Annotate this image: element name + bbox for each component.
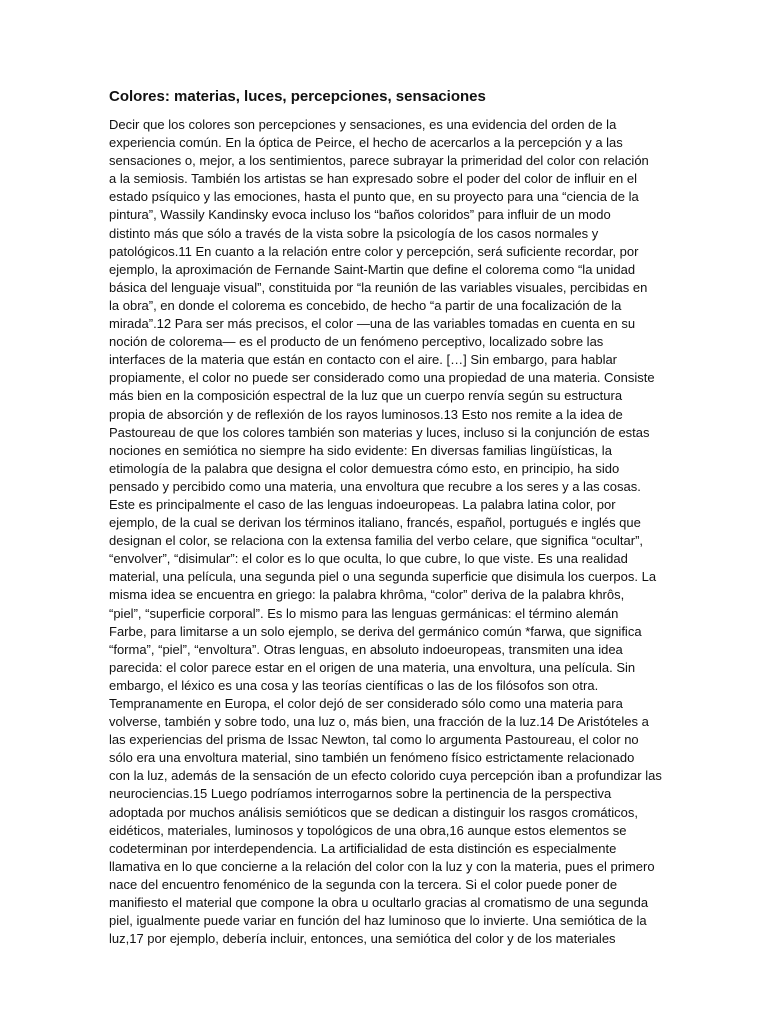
paragraph-line: mirada”.12 Para ser más precisos, el color —una de las variables tomadas en cuenta en su — [109, 316, 636, 332]
paragraph-line: “forma”, “piel”, “envoltura”. Otras lenguas, en absoluto indoeuropeas, transmiten una idea — [109, 641, 623, 657]
paragraph-line: más bien en la composición espectral de la luz que un cuerpo renvía según su estructura — [109, 388, 623, 404]
paragraph-line: experiencia común. En la óptica de Peirce, el hecho de acercarlos a la percepción y a las — [109, 135, 623, 151]
paragraph-line: misma idea se encuentra en griego: la palabra khrôma, “color” deriva de la palabra khrôs, — [109, 587, 625, 603]
paragraph-line: neurociencias.15 Luego podríamos interrogarnos sobre la pertinencia de la perspectiva — [109, 786, 612, 802]
paragraph-line: piel, igualmente puede variar en función del haz luminoso que lo invierte. Una semiótica de la — [109, 913, 647, 929]
paragraph-line: las experiencias del prisma de Issac Newton, tal como lo argumenta Pastoureau, el color no — [109, 732, 639, 748]
body-paragraph — [109, 116, 669, 948]
paragraph-line: designan el color, se relaciona con la extensa familia del verbo celare, que significa “ocultar”, — [109, 533, 644, 549]
paragraph-line: “envolver”, “disimular”: el color es lo que oculta, lo que cubre, lo que viste. Es una realidad — [109, 551, 628, 567]
paragraph-line: interfaces de la materia que están en contacto con el aire. […] Sin embargo, para hablar — [109, 352, 618, 368]
paragraph-line: Pastoureau de que los colores también son materias y luces, incluso si la conjunción de estas — [109, 424, 650, 440]
paragraph-line: parecida: el color parece estar en el origen de una materia, una envoltura, una película. Sin — [109, 659, 636, 675]
paragraph-line: a la semiosis. También los artistas se han expresado sobre el poder del color de influir en el — [109, 171, 637, 187]
paragraph-line: Farbe, para limitarse a un solo ejemplo, se deriva del germánico común *farwa, que significa — [109, 623, 642, 639]
paragraph-line: distinto más que sólo a través de la vista sobre la psicología de los casos normales y — [109, 225, 599, 241]
paragraph-line: propia de absorción y de reflexión de los rayos luminosos.13 Esto nos remite a la idea de — [109, 406, 623, 422]
paragraph-line: llamativa en lo que concierne a la relación del color con la luz y con la materia, pues el primero — [109, 858, 655, 874]
paragraph-line: la obra”, en donde el colorema es concebido, de hecho “a partir de una focalización de la — [109, 297, 622, 313]
paragraph-line: pintura”, Wassily Kandinsky evoca incluso los “baños coloridos” para influir de un modo — [109, 207, 611, 223]
paragraph-line: sensaciones o, mejor, a los sentimientos, parece subrayar la primeridad del color con relación — [109, 153, 649, 169]
paragraph-line: con la luz, además de la sensación de un efecto colorido cuya percepción iban a profundizar las — [109, 768, 662, 784]
paragraph-line: sólo era una envoltura material, sino también un fenómeno físico estrictamente relacionado — [109, 750, 635, 766]
paragraph-line: eidéticos, materiales, luminosos y topológicos de una obra,16 aunque estos elementos se — [109, 822, 627, 838]
paragraph-line: noción de colorema— es el producto de un fenómeno perceptivo, localizado sobre las — [109, 334, 604, 350]
paragraph-line: etimología de la palabra que designa el color demuestra cómo esto, en principio, ha sido — [109, 460, 620, 476]
paragraph-line: manifiesto el material que compone la obra u ocultarlo gracias al cromatismo de una segunda — [109, 895, 649, 911]
paragraph-line: “piel”, “superficie corporal”. Es lo mismo para las lenguas germánicas: el término alemán — [109, 605, 619, 621]
paragraph-line: adoptada por muchos análisis semióticos que se dedican a distinguir los rasgos cromáticos, — [109, 804, 638, 820]
paragraph-line: Tempranamente en Europa, el color dejó de ser considerado sólo como una materia para — [109, 696, 623, 711]
paragraph-line: nociones en semiótica no siempre ha sido evidente: En diversas familias lingüísticas, la — [109, 442, 612, 458]
section-heading: Colores: materias, luces, percepciones, sensaciones — [109, 88, 486, 105]
paragraph-line: material, una película, una segunda piel o una segunda superficie que disimula los cuerpos. La — [109, 569, 657, 585]
paragraph-line: luz,17 por ejemplo, debería incluir, entonces, una semiótica del color y de los materiales — [109, 931, 616, 947]
paragraph-line: patológicos.11 En cuanto a la relación entre color y percepción, será suficiente recordar, por — [109, 243, 639, 259]
paragraph-line: estado psíquico y las emociones, hasta el punto que, en su proyecto para una “ciencia de la — [109, 189, 639, 205]
paragraph-line: volverse, también y sobre todo, una luz o, más bien, una fracción de la luz.14 De Aristóteles a — [109, 714, 649, 730]
paragraph-line: básica del lenguaje visual”, constituida por “la reunión de las variables visuales, percibidas en — [109, 279, 648, 295]
paragraph-line: nace del encuentro fenoménico de la segunda con la tercera. Si el color puede poner de — [109, 876, 618, 892]
paragraph-line: Este es principalmente el caso de las lenguas indoeuropeas. La palabra latina color, por — [109, 496, 616, 512]
paragraph-line: Decir que los colores son percepciones y sensaciones, es una evidencia del orden de la — [109, 117, 617, 132]
paragraph-line: pensado y percibido como una materia, una envoltura que recubre a los seres y a las cosas. — [109, 478, 641, 494]
paragraph-line: propiamente, el color no puede ser considerado como una propiedad de una materia. Consiste — [109, 370, 655, 386]
paragraph-line: ejemplo, de la cual se derivan los términos italiano, francés, español, portugués e inglés que — [109, 515, 641, 531]
paragraph-line: ejemplo, la aproximación de Fernande Saint-Martin que define el colorema como “la unidad — [109, 261, 636, 277]
paragraph-line: embargo, el léxico es una cosa y las teorías científicas o las de los filósofos son otra. — [109, 677, 599, 693]
paragraph-line: codeterminan por interdependencia. La artificialidad de esta distinción es especialmente — [109, 840, 617, 856]
